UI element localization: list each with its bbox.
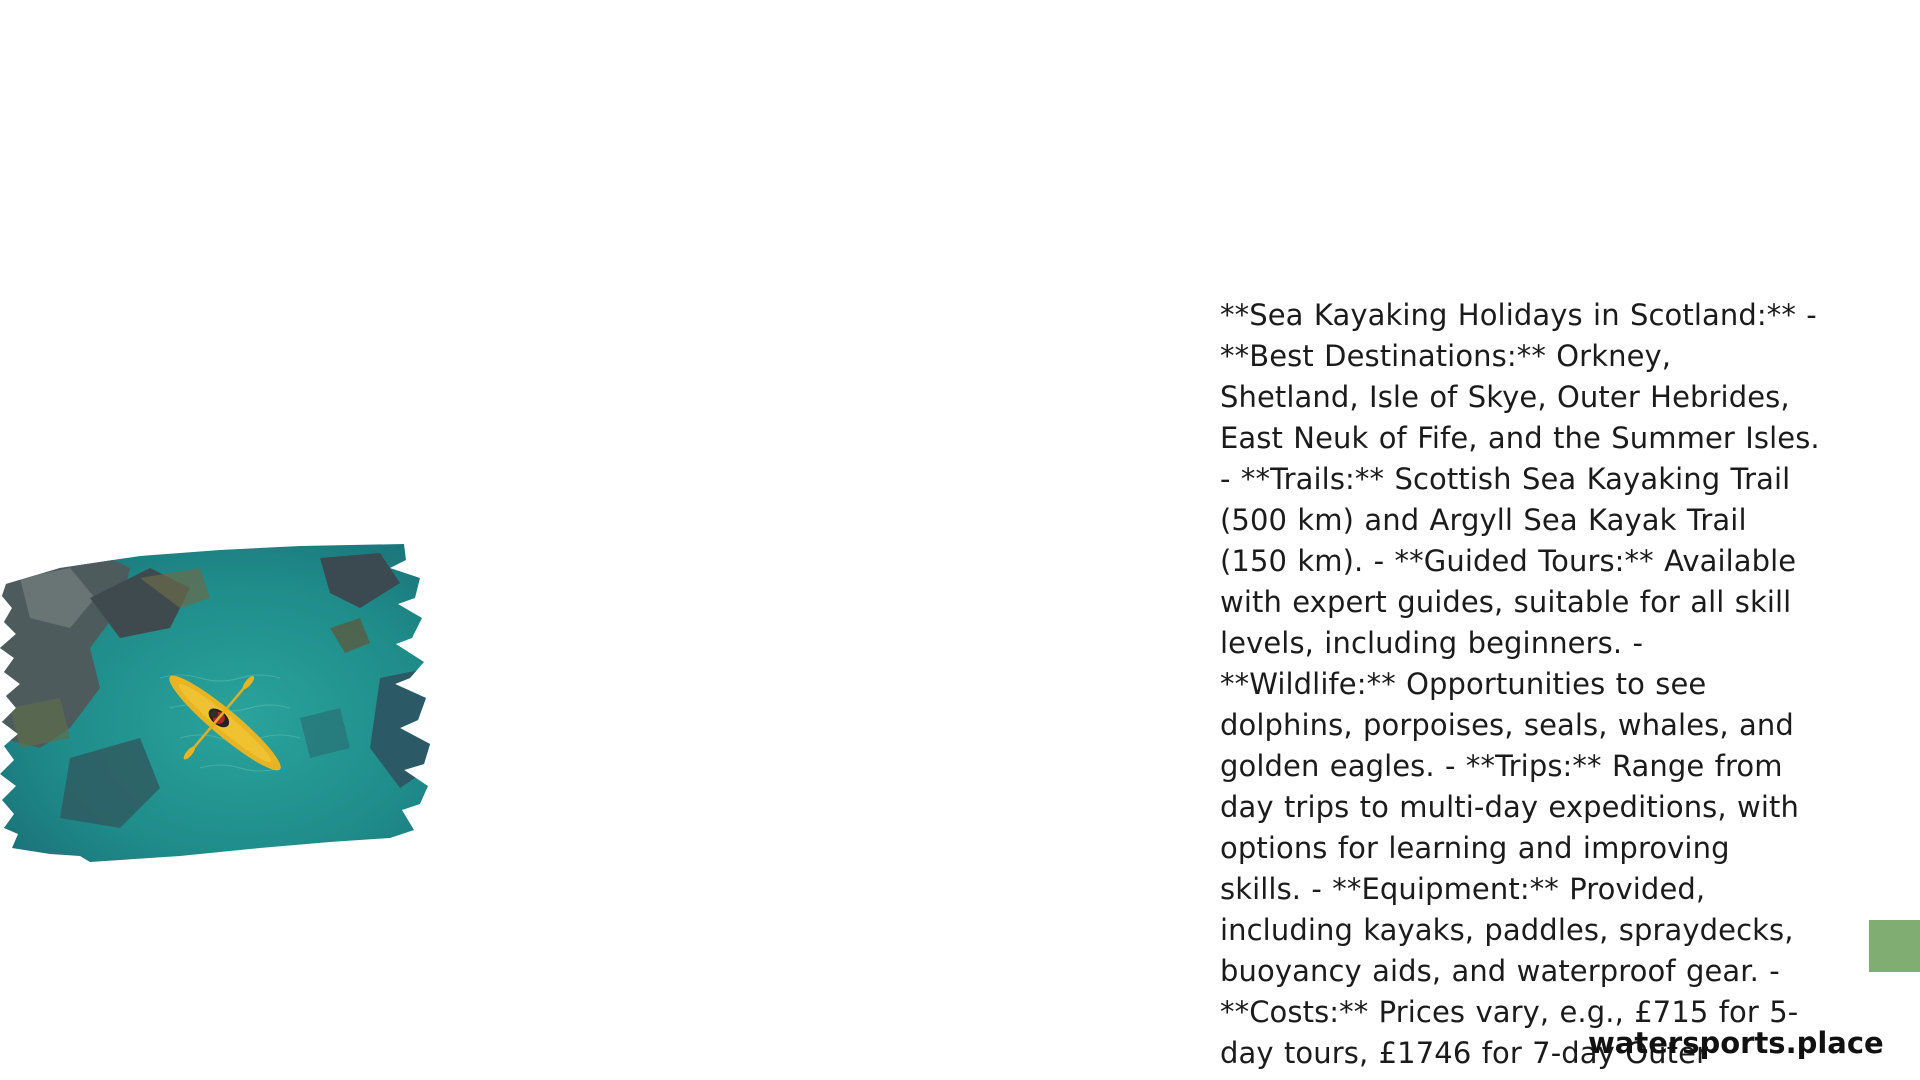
green-tab[interactable] [1869,920,1920,972]
kayak-aerial-photo [0,538,440,868]
brand-watermark: watersports.place [1588,1026,1884,1060]
body-text: **Sea Kayaking Holidays in Scotland:** - **Best Destinations:** Orkney, Shetland, Isle of Skye, Outer Hebrides, East Neuk of Fife, and the Summer Isles. - **Trails:** Scottish Sea Kayaking Trail (500 km) and Argyll Sea Kayak Trail (150 km). - **Guided Tours:** Available with expert guides, suitable for all skill levels, including beginners. - **Wildlife:** Opportunities to see dolphins, porpoises, seals, whales, and golden eagles. - **Trips:** Range from day trips to multi-day expeditions, with options for learning and improving skills. - **Equipment:** Provided, including kayaks, paddles, spraydecks, buoyancy aids, and waterproof gear. - **Costs:** Prices vary, e.g., £715 for 5-day tours, £1746 for 7-day Outer [1220,298,1820,1070]
